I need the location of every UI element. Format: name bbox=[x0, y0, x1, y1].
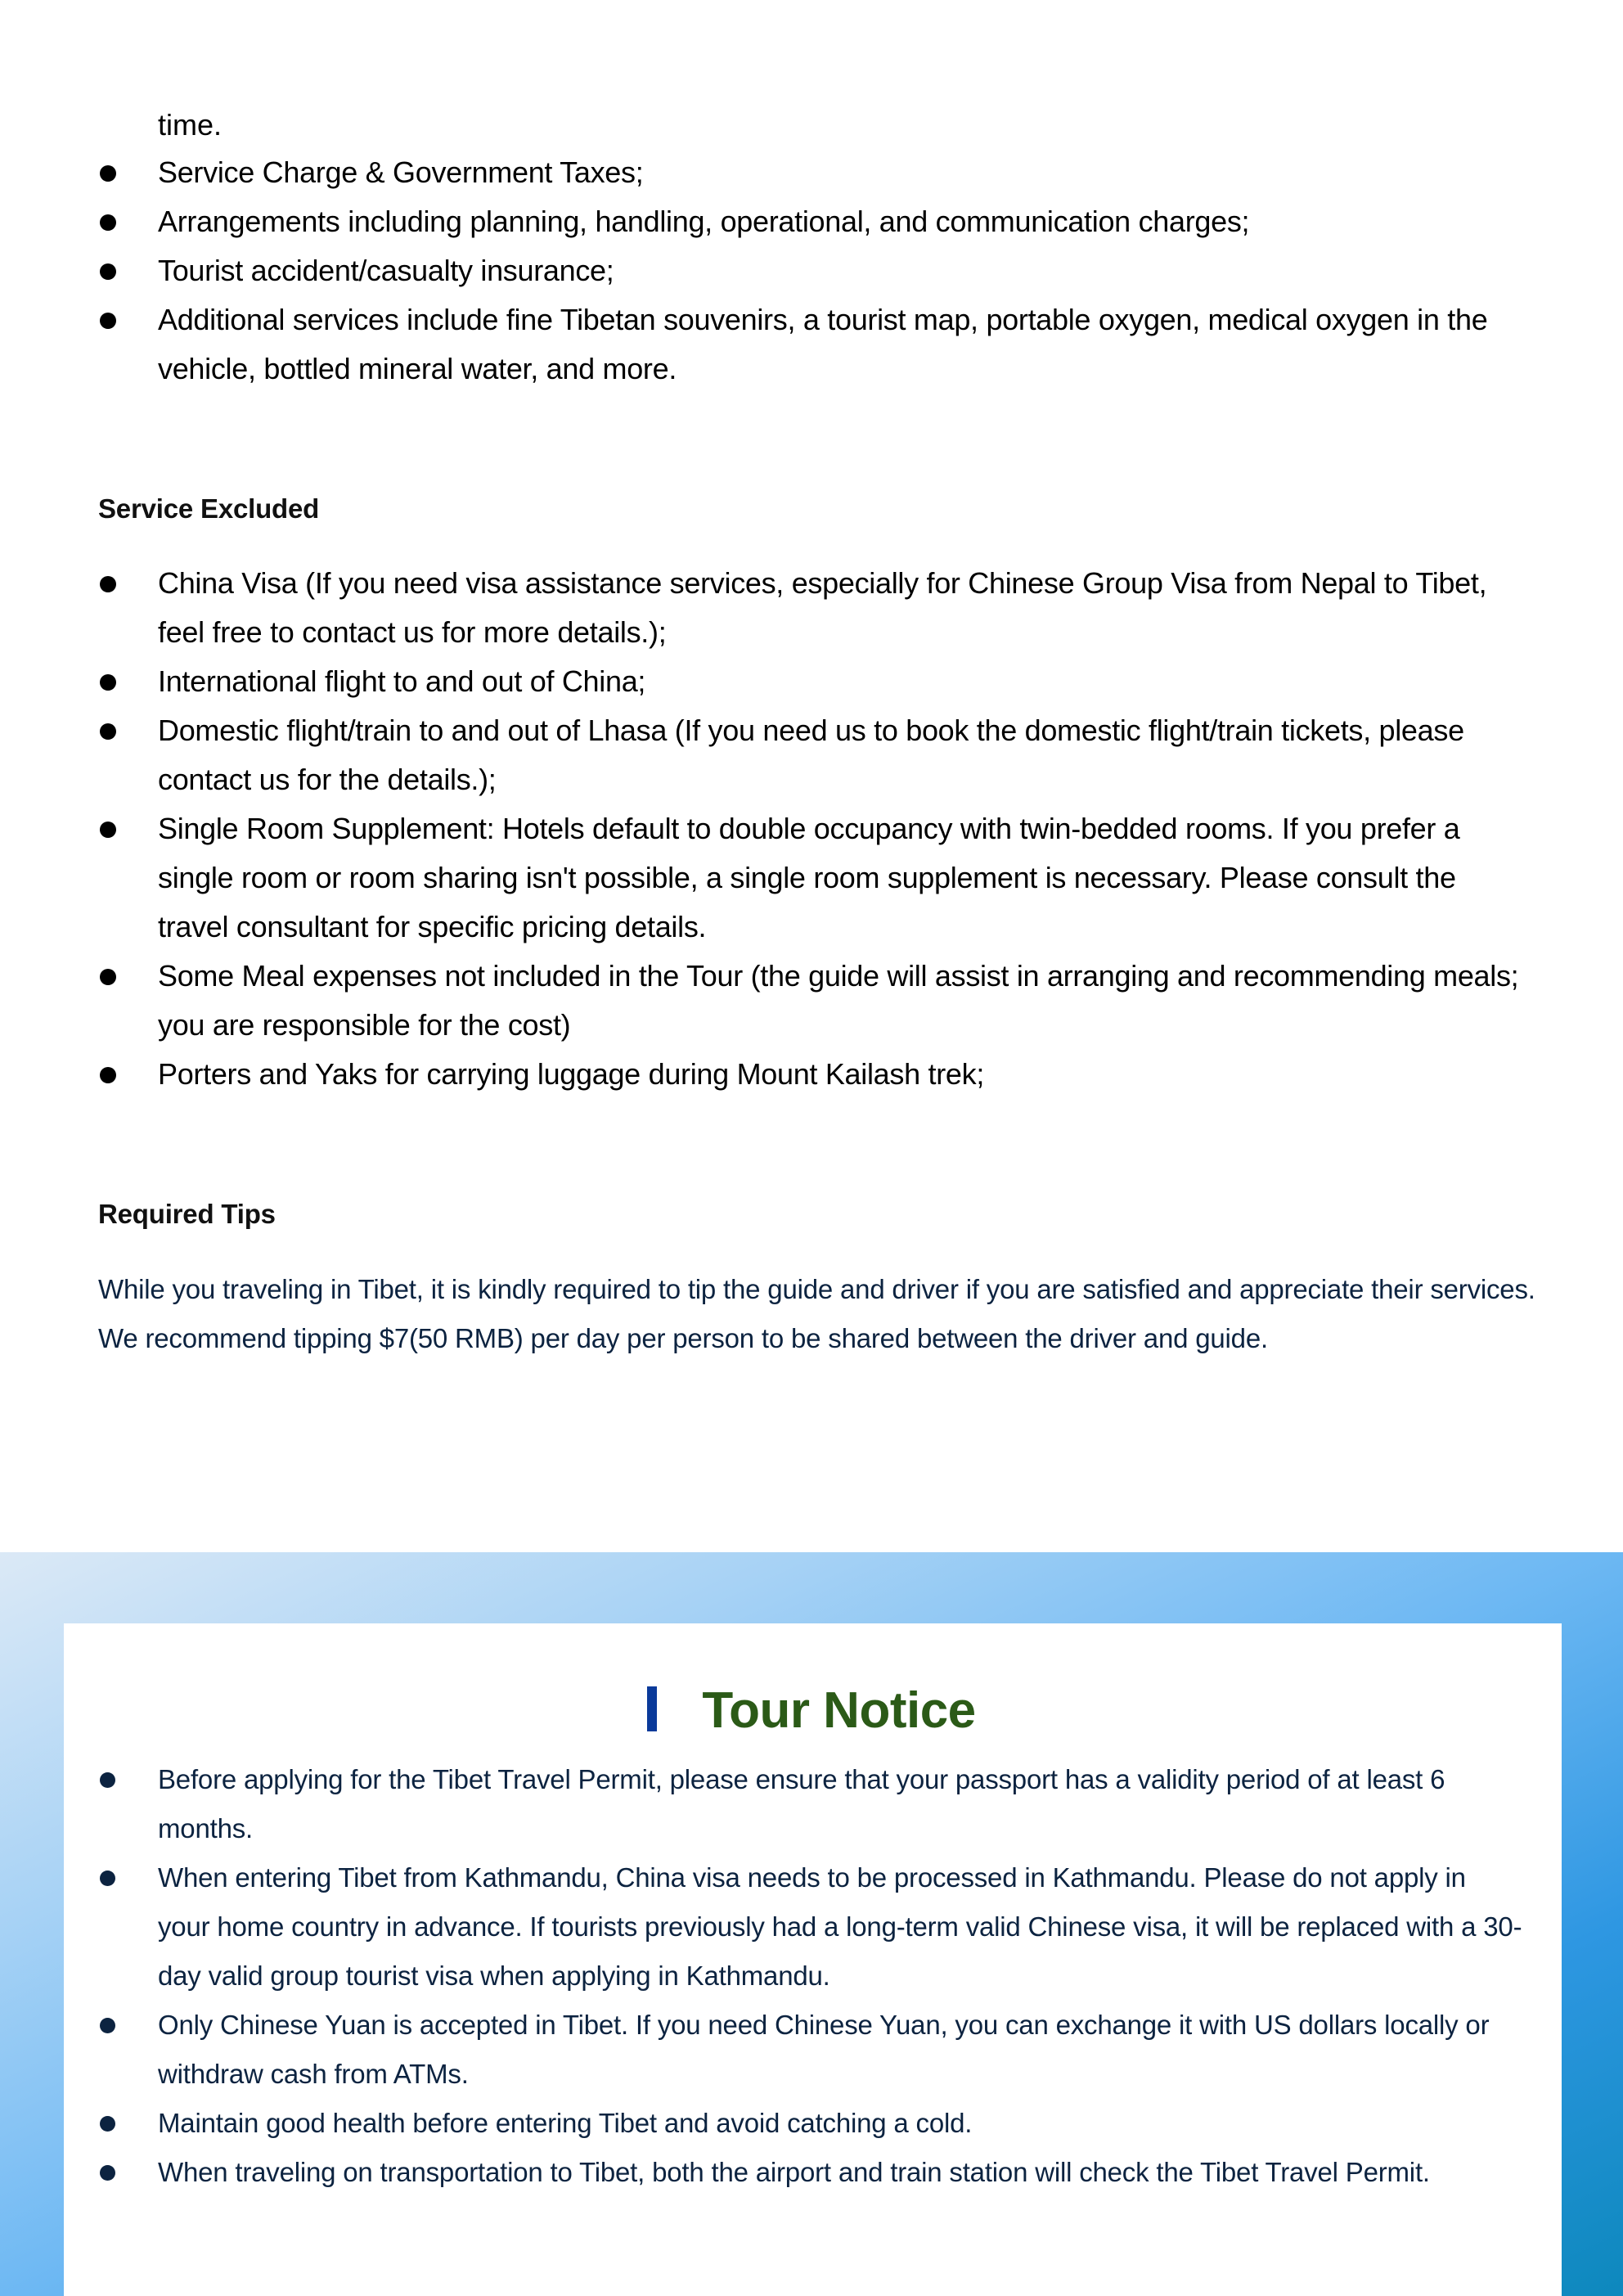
bullet-icon bbox=[100, 1067, 116, 1083]
service-excluded-heading: Service Excluded bbox=[98, 493, 320, 524]
bullet-icon bbox=[100, 1871, 115, 1886]
service-included-list bbox=[0, 148, 1623, 394]
list-item: When entering Tibet from Kathmandu, China visa needs to be processed in Kathmandu. Please do not apply in your home country in advance. If tourists previously had a long-term valid Chinese visa, it will be replaced with a 30-day valid group tourist visa when applying in Kathmandu. bbox=[0, 1853, 1623, 2001]
list-item: Additional services include fine Tibetan souvenirs, a tourist map, portable oxygen, medical oxygen in the vehicle, bottled mineral water, and more. bbox=[0, 295, 1623, 394]
list-item: Single Room Supplement: Hotels default to double occupancy with twin-bedded rooms. If you prefer a single room or room sharing isn't possible, a single room supplement is necessary. Please consult the travel consultant for specific pricing details. bbox=[0, 804, 1623, 952]
required-tips-text: While you traveling in Tibet, it is kindly required to tip the guide and driver if you are satisfied and appreciate their services. We recommend tipping $7(50 RMB) per day per person to be shared between the driver and guide. bbox=[98, 1274, 1535, 1353]
title-accent-bar-icon bbox=[647, 1686, 657, 1731]
bullet-icon bbox=[100, 674, 116, 691]
tour-notice-header bbox=[0, 1673, 1623, 1747]
bullet-icon bbox=[100, 822, 116, 838]
bullet-icon bbox=[100, 969, 116, 985]
service-excluded-list bbox=[0, 559, 1623, 1099]
included-continuation-text: time. bbox=[158, 108, 223, 142]
list-item: Porters and Yaks for carrying luggage during Mount Kailash trek; bbox=[0, 1050, 1623, 1099]
bullet-icon bbox=[100, 214, 116, 231]
bullet-icon bbox=[100, 723, 116, 740]
required-tips-heading: Required Tips bbox=[98, 1199, 276, 1229]
list-item: When traveling on transportation to Tibet, both the airport and train station will check the Tibet Travel Permit. bbox=[0, 2148, 1623, 2197]
bullet-icon bbox=[100, 313, 116, 329]
tour-notice-title: Tour Notice bbox=[702, 1681, 976, 1739]
bullet-icon bbox=[100, 1772, 115, 1788]
tour-notice-list bbox=[0, 1755, 1623, 2197]
bullet-icon bbox=[100, 2165, 115, 2181]
list-item: Service Charge & Government Taxes; bbox=[0, 148, 1623, 197]
list-item: Arrangements including planning, handling, operational, and communication charges; bbox=[0, 197, 1623, 246]
list-item: Only Chinese Yuan is accepted in Tibet. If you need Chinese Yuan, you can exchange it with US dollars locally or withdraw cash from ATMs. bbox=[0, 2001, 1623, 2099]
list-item: Domestic flight/train to and out of Lhasa (If you need us to book the domestic flight/train tickets, please contact us for the details.); bbox=[0, 706, 1623, 804]
list-item: Some Meal expenses not included in the Tour (the guide will assist in arranging and recommending meals; you are responsible for the cost) bbox=[0, 952, 1623, 1050]
bullet-icon bbox=[100, 576, 116, 592]
list-item: China Visa (If you need visa assistance services, especially for Chinese Group Visa from Nepal to Tibet, feel free to contact us for more details.); bbox=[0, 559, 1623, 657]
list-item: Tourist accident/casualty insurance; bbox=[0, 246, 1623, 295]
bullet-icon bbox=[100, 2018, 115, 2033]
bullet-icon bbox=[100, 2116, 115, 2132]
bullet-icon bbox=[100, 165, 116, 182]
list-item: Maintain good health before entering Tibet and avoid catching a cold. bbox=[0, 2099, 1623, 2148]
list-item: International flight to and out of China; bbox=[0, 657, 1623, 706]
bullet-icon bbox=[100, 263, 116, 280]
list-item: Before applying for the Tibet Travel Permit, please ensure that your passport has a validity period of at least 6 months. bbox=[0, 1755, 1623, 1853]
